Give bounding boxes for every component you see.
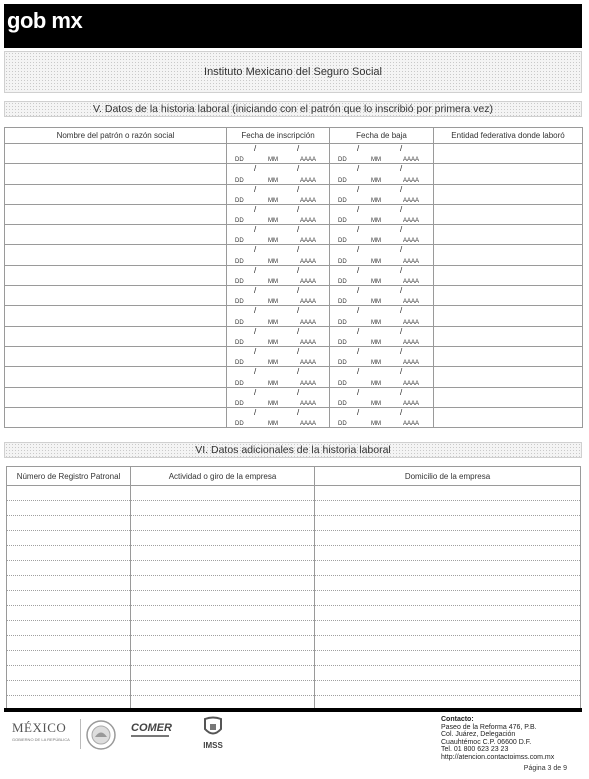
date-field[interactable] — [330, 265, 434, 285]
date-separator: / — [297, 407, 300, 417]
state-field[interactable] — [434, 387, 583, 407]
date-label-aaaa: AAAA — [403, 299, 420, 306]
date-field[interactable] — [227, 245, 330, 265]
company-address-field[interactable] — [315, 666, 581, 681]
date-field[interactable] — [330, 367, 434, 387]
date-field[interactable] — [227, 204, 330, 224]
date-label-aaaa: AAAA — [300, 400, 317, 407]
date-label-mm: MM — [268, 218, 278, 225]
date-label-mm: MM — [371, 258, 381, 265]
date-separator: / — [254, 184, 257, 194]
date-label-mm: MM — [371, 319, 381, 326]
mexico-logo-text: MÉXICO — [12, 720, 67, 735]
employer-name-field[interactable] — [5, 367, 227, 387]
business-activity-field[interactable] — [131, 651, 315, 666]
registry-number-field[interactable] — [7, 606, 131, 621]
date-label-dd: DD — [235, 400, 244, 407]
date-label-dd: DD — [235, 258, 244, 265]
date-label-mm: MM — [371, 400, 381, 407]
date-separator: / — [357, 326, 360, 336]
date-separator: / — [297, 367, 300, 377]
col-company-address: Domicilio de la empresa — [315, 467, 581, 486]
additional-history-table — [6, 466, 581, 711]
company-address-field[interactable] — [315, 516, 581, 531]
state-field[interactable] — [434, 326, 583, 346]
state-field[interactable] — [434, 346, 583, 366]
date-label-dd: DD — [235, 339, 244, 346]
registry-number-field[interactable] — [7, 531, 131, 546]
date-field[interactable] — [330, 306, 434, 326]
footer-rule — [4, 708, 582, 712]
col-termination-date: Fecha de baja — [330, 128, 434, 144]
date-field[interactable] — [330, 204, 434, 224]
date-field[interactable] — [227, 367, 330, 387]
date-label-mm: MM — [371, 299, 381, 306]
date-label-aaaa: AAAA — [403, 197, 420, 204]
table-row — [5, 306, 583, 326]
business-activity-field[interactable] — [131, 666, 315, 681]
registry-number-field[interactable] — [7, 561, 131, 576]
date-separator: / — [254, 346, 257, 356]
date-separator: / — [357, 346, 360, 356]
date-label-dd: DD — [338, 360, 347, 367]
date-separator: / — [400, 346, 403, 356]
section-5-title: V. Datos de la historia laboral (iniciando con el patrón que lo inscribió por primera vez) — [4, 101, 582, 117]
date-field[interactable] — [330, 144, 434, 164]
date-label-dd: DD — [338, 299, 347, 306]
date-label-aaaa: AAAA — [403, 279, 420, 286]
date-label-mm: MM — [268, 380, 278, 387]
date-label-dd: DD — [338, 380, 347, 387]
date-separator: / — [297, 184, 300, 194]
date-field[interactable] — [330, 326, 434, 346]
date-label-mm: MM — [371, 279, 381, 286]
date-label-aaaa: AAAA — [300, 258, 317, 265]
table-row — [7, 651, 581, 666]
date-label-aaaa: AAAA — [300, 380, 317, 387]
date-label-aaaa: AAAA — [300, 238, 317, 245]
employer-name-field[interactable] — [5, 265, 227, 285]
date-separator: / — [400, 286, 403, 296]
date-field[interactable] — [330, 184, 434, 204]
registry-number-field[interactable] — [7, 651, 131, 666]
date-field[interactable] — [330, 286, 434, 306]
date-label-mm: MM — [268, 197, 278, 204]
date-separator: / — [254, 265, 257, 275]
date-field[interactable] — [227, 164, 330, 184]
logo-divider — [80, 719, 81, 749]
date-separator: / — [254, 407, 257, 417]
date-label-mm: MM — [268, 400, 278, 407]
date-field[interactable] — [330, 225, 434, 245]
date-separator: / — [357, 387, 360, 397]
registry-number-field[interactable] — [7, 666, 131, 681]
employer-name-field[interactable] — [5, 286, 227, 306]
date-label-aaaa: AAAA — [403, 360, 420, 367]
date-field[interactable] — [227, 225, 330, 245]
business-activity-field[interactable] — [131, 606, 315, 621]
table-row — [7, 591, 581, 606]
date-label-mm: MM — [371, 218, 381, 225]
date-separator: / — [357, 204, 360, 214]
date-separator: / — [254, 164, 257, 174]
date-separator: / — [297, 265, 300, 275]
contact-line: Paseo de la Reforma 476, P.B. — [441, 723, 537, 731]
date-separator: / — [400, 306, 403, 316]
business-activity-field[interactable] — [131, 591, 315, 606]
table-row — [5, 164, 583, 184]
table-row — [7, 636, 581, 651]
business-activity-field[interactable] — [131, 561, 315, 576]
date-field[interactable] — [227, 286, 330, 306]
date-label-aaaa: AAAA — [403, 380, 420, 387]
date-separator: / — [297, 245, 300, 255]
date-field[interactable] — [330, 387, 434, 407]
company-address-field[interactable] — [315, 501, 581, 516]
date-label-aaaa: AAAA — [403, 400, 420, 407]
business-activity-field[interactable] — [131, 621, 315, 636]
date-label-aaaa: AAAA — [300, 339, 317, 346]
date-label-mm: MM — [371, 238, 381, 245]
col-state: Entidad federativa donde laboró — [434, 128, 583, 144]
date-label-dd: DD — [338, 339, 347, 346]
date-label-mm: MM — [371, 421, 381, 428]
eagle-seal-icon — [85, 718, 117, 752]
state-field[interactable] — [434, 245, 583, 265]
date-label-aaaa: AAAA — [403, 218, 420, 225]
date-field[interactable] — [330, 407, 434, 427]
date-label-aaaa: AAAA — [403, 421, 420, 428]
registry-number-field[interactable] — [7, 501, 131, 516]
table-row — [7, 501, 581, 516]
table-row — [7, 666, 581, 681]
date-field[interactable] — [227, 265, 330, 285]
top-banner — [4, 4, 582, 48]
table-row — [7, 561, 581, 576]
date-label-mm: MM — [268, 339, 278, 346]
date-label-dd: DD — [235, 360, 244, 367]
imss-logo — [199, 716, 227, 752]
state-field[interactable] — [434, 286, 583, 306]
imss-emblem-icon — [202, 716, 224, 738]
table-row — [5, 245, 583, 265]
registry-number-field[interactable] — [7, 546, 131, 561]
date-label-mm: MM — [268, 279, 278, 286]
registry-number-field[interactable] — [7, 486, 131, 501]
registry-number-field[interactable] — [7, 621, 131, 636]
state-field[interactable] — [434, 407, 583, 427]
date-separator: / — [357, 286, 360, 296]
mexico-logo — [12, 720, 78, 750]
date-separator: / — [400, 225, 403, 235]
date-label-dd: DD — [235, 157, 244, 164]
table-row — [5, 286, 583, 306]
table-row — [7, 621, 581, 636]
date-label-dd: DD — [235, 319, 244, 326]
date-label-aaaa: AAAA — [300, 279, 317, 286]
date-label-mm: MM — [371, 360, 381, 367]
company-address-field[interactable] — [315, 591, 581, 606]
date-label-aaaa: AAAA — [300, 319, 317, 326]
date-separator: / — [254, 367, 257, 377]
date-separator: / — [254, 225, 257, 235]
date-separator: / — [400, 367, 403, 377]
date-separator: / — [254, 144, 257, 153]
institute-title: Instituto Mexicano del Seguro Social — [4, 51, 582, 93]
date-separator: / — [254, 387, 257, 397]
date-label-aaaa: AAAA — [300, 360, 317, 367]
business-activity-field[interactable] — [131, 576, 315, 591]
date-field[interactable] — [330, 164, 434, 184]
table-row — [5, 184, 583, 204]
registry-number-field[interactable] — [7, 576, 131, 591]
company-address-field[interactable] — [315, 651, 581, 666]
date-label-mm: MM — [268, 299, 278, 306]
date-separator: / — [400, 144, 403, 153]
date-field[interactable] — [227, 144, 330, 164]
employer-name-field[interactable] — [5, 326, 227, 346]
work-history-table — [4, 127, 583, 428]
company-address-field[interactable] — [315, 681, 581, 696]
date-separator: / — [254, 204, 257, 214]
table-row — [5, 367, 583, 387]
employer-name-field[interactable] — [5, 144, 227, 164]
date-label-dd: DD — [235, 238, 244, 245]
date-separator: / — [357, 184, 360, 194]
business-activity-field[interactable] — [131, 681, 315, 696]
contact-line: Cuauhtémoc C.P. 06600 D.F. — [441, 738, 532, 746]
employer-name-field[interactable] — [5, 407, 227, 427]
date-label-dd: DD — [338, 218, 347, 225]
section-6-title: VI. Datos adicionales de la historia laboral — [4, 442, 582, 458]
comer-logo — [131, 722, 179, 746]
state-field[interactable] — [434, 225, 583, 245]
table-row — [5, 326, 583, 346]
date-field[interactable] — [227, 407, 330, 427]
date-label-aaaa: AAAA — [403, 339, 420, 346]
col-business-activity: Actividad o giro de la empresa — [131, 467, 315, 486]
date-separator: / — [400, 407, 403, 417]
state-field[interactable] — [434, 144, 583, 164]
date-separator: / — [297, 204, 300, 214]
business-activity-field[interactable] — [131, 636, 315, 651]
state-field[interactable] — [434, 204, 583, 224]
table-row — [7, 606, 581, 621]
registry-number-field[interactable] — [7, 516, 131, 531]
date-separator: / — [357, 265, 360, 275]
date-field[interactable] — [330, 245, 434, 265]
col-employer-name: Nombre del patrón o razón social — [5, 128, 227, 144]
registry-number-field[interactable] — [7, 636, 131, 651]
date-separator: / — [400, 387, 403, 397]
date-separator: / — [400, 245, 403, 255]
date-separator: / — [357, 144, 360, 153]
date-field[interactable] — [227, 387, 330, 407]
date-separator: / — [357, 164, 360, 174]
date-separator: / — [400, 184, 403, 194]
business-activity-field[interactable] — [131, 486, 315, 501]
date-separator: / — [297, 225, 300, 235]
date-separator: / — [254, 286, 257, 296]
company-address-field[interactable] — [315, 606, 581, 621]
company-address-field[interactable] — [315, 486, 581, 501]
date-separator: / — [357, 306, 360, 316]
contact-link[interactable]: http://atencion.contactoimss.com.mx — [441, 753, 555, 761]
date-separator: / — [297, 286, 300, 296]
table-row — [5, 225, 583, 245]
employer-name-field[interactable] — [5, 164, 227, 184]
registry-number-field[interactable] — [7, 591, 131, 606]
date-label-aaaa: AAAA — [403, 319, 420, 326]
date-separator: / — [297, 164, 300, 174]
date-label-aaaa: AAAA — [300, 177, 317, 184]
business-activity-field[interactable] — [131, 516, 315, 531]
date-label-mm: MM — [371, 380, 381, 387]
table-row — [5, 387, 583, 407]
contact-title: Contacto: — [441, 716, 474, 723]
company-address-field[interactable] — [315, 576, 581, 591]
gobmx-logo: gob mx — [7, 8, 83, 33]
date-separator: / — [297, 387, 300, 397]
comer-logo-text: COMER — [131, 722, 172, 734]
employer-name-field[interactable] — [5, 204, 227, 224]
table-row — [7, 546, 581, 561]
state-field[interactable] — [434, 164, 583, 184]
state-field[interactable] — [434, 265, 583, 285]
table-row — [7, 486, 581, 501]
date-label-aaaa: AAAA — [300, 157, 317, 164]
table-row — [7, 576, 581, 591]
date-label-mm: MM — [268, 360, 278, 367]
table-row — [7, 516, 581, 531]
date-label-dd: DD — [235, 380, 244, 387]
date-label-dd: DD — [235, 177, 244, 184]
table-row — [5, 204, 583, 224]
date-separator: / — [357, 407, 360, 417]
contact-block — [441, 716, 554, 761]
company-address-field[interactable] — [315, 561, 581, 576]
date-label-mm: MM — [268, 157, 278, 164]
employer-name-field[interactable] — [5, 184, 227, 204]
company-address-field[interactable] — [315, 621, 581, 636]
state-field[interactable] — [434, 184, 583, 204]
date-separator: / — [357, 225, 360, 235]
date-label-dd: DD — [338, 157, 347, 164]
mexico-logo-subtext: GOBIERNO DE LA REPÚBLICA — [12, 737, 70, 742]
date-label-aaaa: AAAA — [403, 157, 420, 164]
company-address-field[interactable] — [315, 636, 581, 651]
date-label-aaaa: AAAA — [300, 218, 317, 225]
business-activity-field[interactable] — [131, 531, 315, 546]
date-label-aaaa: AAAA — [300, 299, 317, 306]
employer-name-field[interactable] — [5, 387, 227, 407]
date-label-dd: DD — [338, 238, 347, 245]
table-row — [5, 144, 583, 164]
date-label-mm: MM — [371, 339, 381, 346]
date-label-aaaa: AAAA — [403, 238, 420, 245]
business-activity-field[interactable] — [131, 546, 315, 561]
registry-number-field[interactable] — [7, 681, 131, 696]
date-label-dd: DD — [338, 197, 347, 204]
date-separator: / — [357, 245, 360, 255]
table-row — [5, 265, 583, 285]
table-row — [7, 531, 581, 546]
date-label-dd: DD — [235, 299, 244, 306]
contact-line: Tel. 01 800 623 23 23 — [441, 746, 509, 753]
date-separator: / — [297, 306, 300, 316]
employer-name-field[interactable] — [5, 306, 227, 326]
page-number: Página 3 de 9 — [523, 765, 567, 772]
date-label-dd: DD — [235, 218, 244, 225]
business-activity-field[interactable] — [131, 501, 315, 516]
table-row — [5, 407, 583, 427]
imss-logo-text: IMSS — [203, 741, 223, 750]
col-employer-registry-number: Número de Registro Patronal — [7, 467, 131, 486]
date-label-mm: MM — [268, 319, 278, 326]
date-label-mm: MM — [268, 421, 278, 428]
date-field[interactable] — [227, 184, 330, 204]
date-separator: / — [400, 326, 403, 336]
date-label-dd: DD — [338, 421, 347, 428]
date-label-mm: MM — [268, 177, 278, 184]
date-separator: / — [400, 265, 403, 275]
date-label-dd: DD — [338, 279, 347, 286]
employer-name-field[interactable] — [5, 245, 227, 265]
date-label-dd: DD — [235, 197, 244, 204]
date-separator: / — [254, 326, 257, 336]
employer-name-field[interactable] — [5, 346, 227, 366]
table-row — [5, 346, 583, 366]
date-label-dd: DD — [338, 177, 347, 184]
date-field[interactable] — [330, 346, 434, 366]
date-label-mm: MM — [371, 197, 381, 204]
date-separator: / — [357, 367, 360, 377]
date-separator: / — [254, 306, 257, 316]
date-label-mm: MM — [268, 258, 278, 265]
date-label-aaaa: AAAA — [403, 177, 420, 184]
contact-line: Col. Juárez, Delegación — [441, 731, 516, 738]
company-address-field[interactable] — [315, 546, 581, 561]
date-label-dd: DD — [338, 400, 347, 407]
date-field[interactable] — [227, 346, 330, 366]
date-separator: / — [254, 245, 257, 255]
date-separator: / — [297, 346, 300, 356]
state-field[interactable] — [434, 306, 583, 326]
date-label-mm: MM — [371, 177, 381, 184]
date-separator: / — [400, 204, 403, 214]
date-field[interactable] — [227, 326, 330, 346]
col-registration-date: Fecha de inscripción — [227, 128, 330, 144]
date-separator: / — [400, 164, 403, 174]
date-field[interactable] — [227, 306, 330, 326]
date-label-aaaa: AAAA — [403, 258, 420, 265]
date-label-dd: DD — [235, 279, 244, 286]
date-label-dd: DD — [338, 319, 347, 326]
table-row — [7, 681, 581, 696]
company-address-field[interactable] — [315, 531, 581, 546]
date-label-aaaa: AAAA — [300, 197, 317, 204]
employer-name-field[interactable] — [5, 225, 227, 245]
date-separator: / — [297, 326, 300, 336]
date-separator: / — [297, 144, 300, 153]
date-label-dd: DD — [235, 421, 244, 428]
state-field[interactable] — [434, 367, 583, 387]
date-label-mm: MM — [371, 157, 381, 164]
date-label-mm: MM — [268, 238, 278, 245]
date-label-aaaa: AAAA — [300, 421, 317, 428]
date-label-dd: DD — [338, 258, 347, 265]
